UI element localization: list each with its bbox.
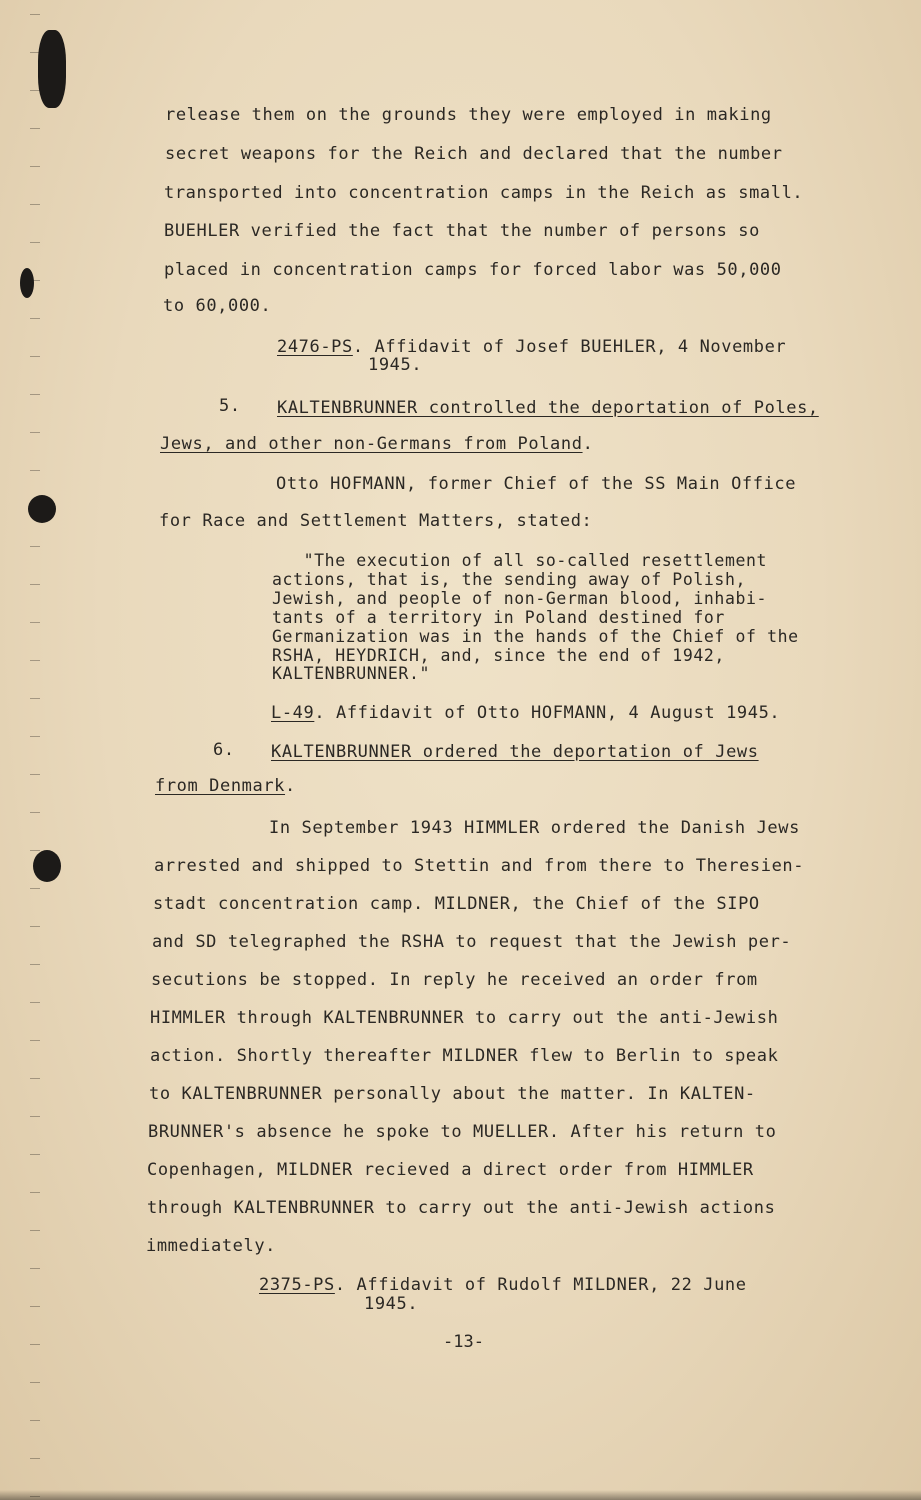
punch-hole-mark bbox=[33, 850, 61, 882]
section-number: 6. bbox=[213, 740, 235, 760]
quote-line: KALTENBRUNNER." bbox=[272, 664, 431, 683]
citation-year: 1945. bbox=[364, 1294, 419, 1314]
paragraph-line: release them on the grounds they were employed in making bbox=[165, 105, 772, 125]
citation-text: . Affidavit of Rudolf MILDNER, 22 June bbox=[334, 1275, 747, 1295]
section-heading-text: from Denmark bbox=[155, 776, 286, 796]
section-heading-text: Jews, and other non-Germans from Poland bbox=[160, 434, 583, 454]
quote-line: Germanization was in the hands of the Chief of the bbox=[272, 627, 799, 646]
bottom-edge-shadow bbox=[0, 1490, 921, 1500]
ink-blot bbox=[20, 268, 34, 298]
paragraph-line: secutions be stopped. In reply he received an order from bbox=[151, 970, 758, 990]
ink-blot bbox=[38, 30, 66, 108]
paragraph-line: In September 1943 HIMMLER ordered the Danish Jews bbox=[269, 818, 800, 838]
paragraph-line: Otto HOFMANN, former Chief of the SS Main Office bbox=[276, 474, 797, 494]
section-heading-period: . bbox=[285, 776, 296, 796]
page-number: -13- bbox=[443, 1332, 484, 1352]
section-heading-line bbox=[160, 434, 593, 454]
paragraph-line: arrested and shipped to Stettin and from there to Theresien- bbox=[154, 856, 805, 876]
section-heading-line bbox=[155, 776, 296, 796]
quote-line: Jewish, and people of non-German blood, inhabi- bbox=[272, 589, 768, 608]
quote-line: tants of a territory in Poland destined for bbox=[272, 608, 725, 627]
section-heading: KALTENBRUNNER controlled the deportation of Poles, bbox=[277, 398, 819, 418]
quote-line: actions, that is, the sending away of Polish, bbox=[272, 570, 747, 589]
paragraph-line: secret weapons for the Reich and declared that the number bbox=[165, 144, 783, 164]
paragraph-line: immediately. bbox=[146, 1236, 277, 1256]
paragraph-line: stadt concentration camp. MILDNER, the Chief of the SIPO bbox=[153, 894, 760, 914]
paragraph-line: for Race and Settlement Matters, stated: bbox=[159, 511, 593, 531]
citation-reference: 2375-PS bbox=[259, 1275, 335, 1295]
paragraph-line: placed in concentration camps for forced labor was 50,000 bbox=[164, 260, 782, 280]
section-number: 5. bbox=[219, 396, 241, 416]
citation-year: 1945. bbox=[368, 355, 423, 375]
citation-reference: L-49 bbox=[271, 703, 315, 723]
paragraph-line: Copenhagen, MILDNER recieved a direct order from HIMMLER bbox=[147, 1160, 754, 1180]
paragraph-line: action. Shortly thereafter MILDNER flew to Berlin to speak bbox=[150, 1046, 779, 1066]
citation-reference: 2476-PS bbox=[277, 337, 353, 357]
paragraph-line: HIMMLER through KALTENBRUNNER to carry out the anti-Jewish bbox=[150, 1008, 779, 1028]
paragraph-line: and SD telegraphed the RSHA to request that the Jewish per- bbox=[152, 932, 792, 952]
citation bbox=[271, 704, 780, 723]
quote-line: "The execution of all so-called resettlement bbox=[272, 551, 768, 570]
punch-hole-mark bbox=[28, 495, 56, 523]
citation bbox=[259, 1276, 747, 1295]
citation-text: . Affidavit of Josef BUEHLER, 4 November bbox=[352, 337, 787, 357]
section-heading: KALTENBRUNNER ordered the deportation of Jews bbox=[271, 742, 759, 762]
paragraph-line: to 60,000. bbox=[163, 296, 272, 316]
paragraph-line: through KALTENBRUNNER to carry out the anti-Jewish actions bbox=[147, 1198, 776, 1218]
citation bbox=[277, 338, 786, 357]
section-heading-period: . bbox=[582, 434, 594, 454]
paragraph-line: transported into concentration camps in the Reich as small. bbox=[164, 183, 804, 203]
left-edge-specks bbox=[30, 0, 40, 1500]
paragraph-line: BUEHLER verified the fact that the number of persons so bbox=[164, 221, 760, 241]
quote-line: RSHA, HEYDRICH, and, since the end of 1942, bbox=[272, 646, 725, 665]
citation-text: . Affidavit of Otto HOFMANN, 4 August 1945. bbox=[314, 703, 781, 723]
paragraph-line: to KALTENBRUNNER personally about the matter. In KALTEN- bbox=[149, 1084, 756, 1104]
paragraph-line: BRUNNER's absence he spoke to MUELLER. After his return to bbox=[148, 1122, 777, 1142]
